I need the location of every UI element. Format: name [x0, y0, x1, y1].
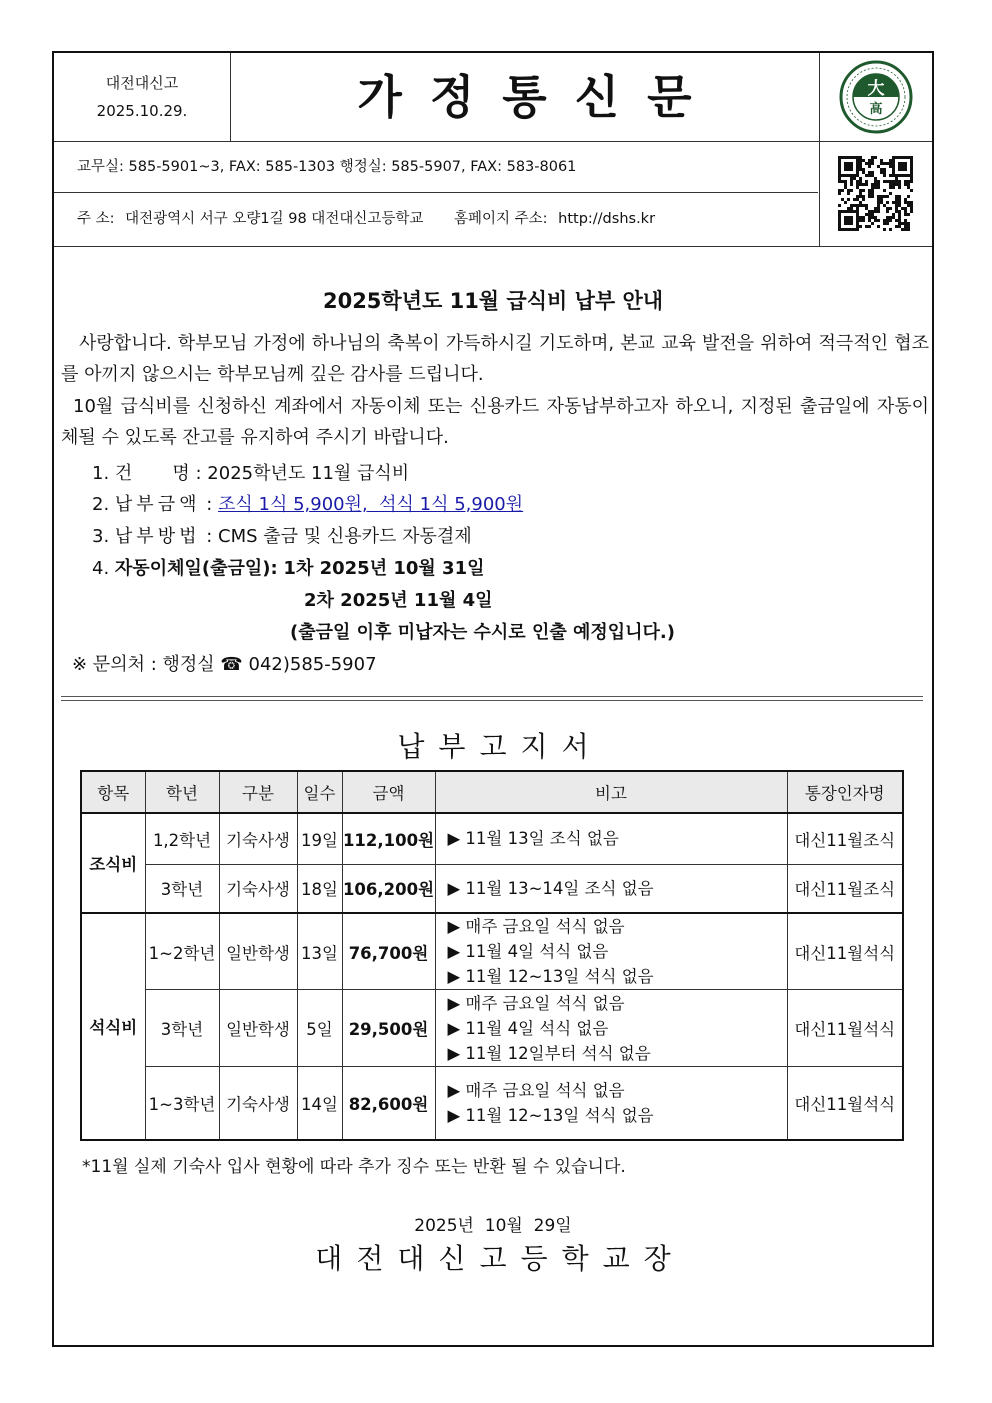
school-short-name: 대전대신고: [105, 74, 179, 92]
note-line: ▶ 11월 12일부터 석식 없음: [447, 1043, 651, 1063]
item-value: 1차 2025년 10월 31일: [283, 558, 485, 579]
cell-days: 13일: [297, 913, 342, 990]
cell-amount: 82,600원: [342, 1067, 435, 1140]
homepage-link[interactable]: http://dshs.kr: [558, 211, 656, 227]
table-header-row: [81, 771, 903, 813]
cell-grade: 3학년: [145, 990, 219, 1067]
school-emblem: [819, 53, 933, 141]
greeting-paragraph: 사랑합니다. 학부모님 가정에 하나님의 축복이 가득하시길 기도하며, 본교 교육 발전을 위하여 적극적인 협조를 아끼지 않으시는 학부모님께 깊은 감사를 드립니다.: [61, 333, 929, 385]
fee-table: [80, 770, 904, 1141]
cell-notes: [435, 1067, 787, 1140]
cell-account: 대신11월조식: [787, 813, 903, 864]
note-line: ▶ 11월 4일 석식 없음: [447, 1018, 609, 1038]
note-line: ▶ 11월 13일 조식 없음: [447, 829, 619, 849]
item-method: [92, 522, 472, 548]
item-number: 4.: [92, 558, 110, 579]
cell-grade: 3학년: [145, 864, 219, 913]
header-days: 일수: [297, 771, 342, 813]
svg-text:高: 高: [869, 102, 883, 117]
debit-note: (출금일 이후 미납자는 수시로 인출 예정입니다.): [290, 622, 675, 643]
header-item: 항목: [81, 771, 145, 813]
cell-grade: 1~3학년: [145, 1067, 219, 1140]
note-line: ▶ 11월 4일 석식 없음: [447, 942, 609, 961]
instruction-paragraph: 10월 급식비를 신청하신 계좌에서 자동이체 또는 신용카드 자동납부하고자 하오니, 지정된 출금일에 자동이체될 수 있도록 잔고를 유지하여 주시기 바랍니다.: [61, 396, 929, 448]
signer-name: 대전대신고등학교장: [315, 1242, 685, 1275]
category-breakfast: 조식비: [81, 813, 145, 913]
cell-amount: 29,500원: [342, 990, 435, 1067]
header-type: 구분: [219, 771, 297, 813]
note-line: ▶ 11월 13~14일 조식 없음: [447, 878, 654, 898]
item-separator: :: [206, 526, 213, 547]
item-amount: [92, 490, 523, 516]
note-line: ▶ 매주 금요일 석식 없음: [447, 1080, 625, 1100]
newsletter-frame: [52, 51, 934, 1347]
address-label: 주 소:: [77, 211, 115, 227]
cell-amount: 112,100원: [342, 813, 435, 864]
header-account: 통장인자명: [787, 771, 903, 813]
table-row: [81, 864, 903, 913]
header-amount: 금액: [342, 771, 435, 813]
homepage-label: 홈페이지 주소:: [453, 211, 548, 227]
cell-grade: 1,2학년: [145, 813, 219, 864]
table-row: [81, 990, 903, 1067]
qr-code-box: [819, 142, 933, 246]
item-number: 2.: [92, 494, 110, 515]
table-row: [81, 913, 903, 990]
cell-notes: [435, 990, 787, 1067]
header-grade: 학년: [145, 771, 219, 813]
item-separator: :: [206, 494, 213, 515]
address-value: 대전광역시 서구 오량1길 98 대전대신고등학교: [125, 211, 424, 227]
school-info-box: [54, 53, 231, 141]
cell-notes: [435, 913, 787, 990]
cell-amount: 106,200원: [342, 864, 435, 913]
cell-type: 기숙사생: [219, 1067, 297, 1140]
cell-account: 대신11월조식: [787, 864, 903, 913]
cell-days: 14일: [297, 1067, 342, 1140]
cell-notes: [435, 813, 787, 864]
item-label: 납부방법: [114, 526, 201, 547]
table-row: [81, 813, 903, 864]
header-divider: [54, 246, 932, 247]
cell-grade: 1~2학년: [145, 913, 219, 990]
cell-type: 기숙사생: [219, 813, 297, 864]
note-line: ▶ 매주 금요일 석식 없음: [447, 993, 625, 1013]
double-divider: [61, 696, 923, 701]
address-row: [54, 193, 818, 246]
qr-code-icon[interactable]: [820, 142, 933, 246]
cell-days: 5일: [297, 990, 342, 1067]
header-top-row: [54, 53, 932, 142]
cell-type: 기숙사생: [219, 864, 297, 913]
note-line: ▶ 매주 금요일 석식 없음: [447, 917, 625, 936]
note-line: ▶ 11월 12~13일 석식 없음: [447, 967, 654, 986]
item-separator: :: [195, 463, 202, 484]
svg-text:大: 大: [867, 79, 885, 99]
cell-days: 19일: [297, 813, 342, 864]
cell-account: 대신11월석식: [787, 990, 903, 1067]
cell-days: 18일: [297, 864, 342, 913]
contact-row: [54, 142, 818, 193]
amount-link[interactable]: 조식 1식 5,900원, 석식 1식 5,900원: [218, 494, 524, 515]
cell-type: 일반학생: [219, 913, 297, 990]
note-line: ▶ 11월 12~13일 석식 없음: [447, 1105, 654, 1125]
item-label: 자동이체일(출금일):: [114, 558, 278, 579]
footnote: *11월 실제 기숙사 입사 현황에 따라 추가 징수 또는 반환 될 수 있습니다.: [82, 1157, 626, 1177]
item-number: 1.: [92, 463, 110, 484]
item-debit-date: [92, 554, 485, 580]
issue-date: 2025.10.29.: [96, 102, 188, 120]
item-value: CMS 출금 및 신용카드 자동결제: [218, 526, 472, 547]
cell-notes: [435, 864, 787, 913]
item-value: 2025학년도 11월 급식비: [207, 463, 410, 484]
contact-phone-fax: 교무실: 585-5901~3, FAX: 585-1303 행정실: 585-5907, FAX: 583-8061: [77, 159, 577, 175]
inquiry-line: ※ 문의처 : 행정실 ☎ 042)585-5907: [72, 654, 377, 675]
table-row: [81, 1067, 903, 1140]
item-title: [92, 459, 409, 485]
category-dinner: 석식비: [81, 913, 145, 1140]
header-notes: 비고: [435, 771, 787, 813]
item-label: 납부금액: [114, 494, 201, 515]
cell-account: 대신11월석식: [787, 913, 903, 990]
bill-title: 납부고지서: [397, 730, 603, 763]
notice-title: 2025학년도 11월 급식비 납부 안내: [322, 289, 664, 313]
cell-amount: 76,700원: [342, 913, 435, 990]
page-title: 가정통신문: [357, 70, 720, 124]
item-number: 3.: [92, 526, 110, 547]
school-emblem-icon: [820, 53, 933, 141]
cell-account: 대신11월석식: [787, 1067, 903, 1140]
cell-type: 일반학생: [219, 990, 297, 1067]
item-label: 건 명: [114, 463, 190, 484]
debit-date-second: 2차 2025년 11월 4일: [304, 590, 493, 611]
footer-date: 2025년 10월 29일: [414, 1216, 572, 1236]
